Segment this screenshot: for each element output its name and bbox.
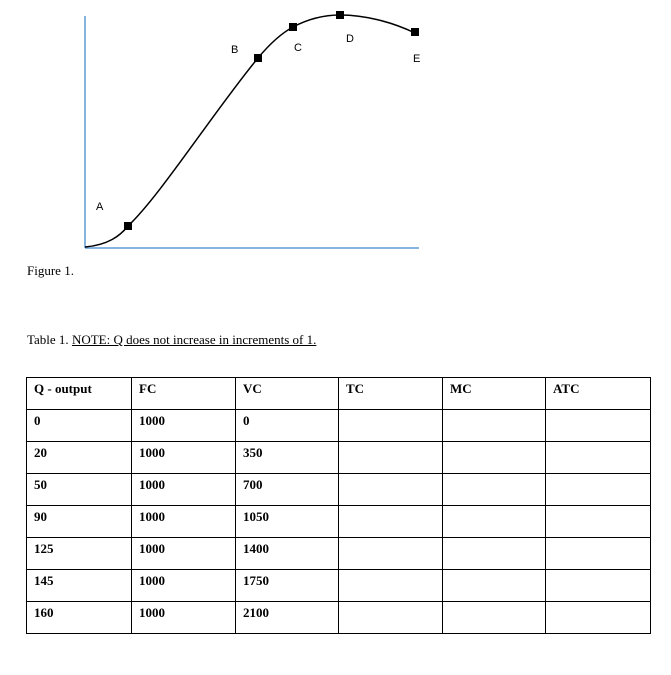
header-fc: FC xyxy=(132,378,236,410)
cell-vc: 700 xyxy=(236,474,339,506)
cell-vc: 1050 xyxy=(236,506,339,538)
cell-fc: 1000 xyxy=(132,442,236,474)
table-row xyxy=(27,602,651,634)
cell-fc: 1000 xyxy=(132,474,236,506)
cell-q: 20 xyxy=(27,442,132,474)
table-caption-prefix: Table 1. xyxy=(27,332,69,347)
table-row xyxy=(27,442,651,474)
point-b-label: B xyxy=(231,44,239,56)
cell-fc: 1000 xyxy=(132,538,236,570)
cell-q: 90 xyxy=(27,506,132,538)
cell-q: 160 xyxy=(27,602,132,634)
total-product-figure xyxy=(0,0,671,260)
cell-vc: 2100 xyxy=(236,602,339,634)
cell-q: 50 xyxy=(27,474,132,506)
cell-atc[interactable] xyxy=(546,474,651,506)
header-tc: TC xyxy=(339,378,443,410)
point-a xyxy=(96,201,132,230)
point-d-marker xyxy=(336,11,344,19)
table-caption-note: NOTE: Q does not increase in increments of 1. xyxy=(71,332,317,347)
table-row xyxy=(27,410,651,442)
cell-vc: 1750 xyxy=(236,570,339,602)
point-c-marker xyxy=(289,23,297,31)
cell-vc: 0 xyxy=(236,410,339,442)
table-header-row xyxy=(27,378,651,410)
cell-fc: 1000 xyxy=(132,410,236,442)
cell-tc[interactable] xyxy=(339,410,443,442)
header-vc: VC xyxy=(236,378,339,410)
cell-fc: 1000 xyxy=(132,602,236,634)
total-product-curve xyxy=(85,15,415,247)
table-row xyxy=(27,506,651,538)
point-c-label: C xyxy=(294,42,302,54)
table-row xyxy=(27,474,651,506)
cell-vc: 1400 xyxy=(236,538,339,570)
cell-q: 0 xyxy=(27,410,132,442)
point-b xyxy=(231,44,262,62)
cell-fc: 1000 xyxy=(132,506,236,538)
cell-vc: 350 xyxy=(236,442,339,474)
cell-tc[interactable] xyxy=(339,506,443,538)
cell-fc: 1000 xyxy=(132,570,236,602)
cell-atc[interactable] xyxy=(546,538,651,570)
cell-mc[interactable] xyxy=(443,442,546,474)
point-a-label: A xyxy=(96,201,104,213)
figure-caption: Figure 1. xyxy=(27,263,74,278)
cell-atc[interactable] xyxy=(546,602,651,634)
cost-table xyxy=(26,377,651,634)
cell-q: 145 xyxy=(27,570,132,602)
cell-mc[interactable] xyxy=(443,474,546,506)
header-mc: MC xyxy=(443,378,546,410)
header-atc: ATC xyxy=(546,378,651,410)
point-d-label: D xyxy=(346,33,354,45)
point-b-marker xyxy=(254,54,262,62)
cell-mc[interactable] xyxy=(443,410,546,442)
cell-q: 125 xyxy=(27,538,132,570)
cell-atc[interactable] xyxy=(546,506,651,538)
cell-mc[interactable] xyxy=(443,538,546,570)
cell-atc[interactable] xyxy=(546,410,651,442)
header-q-output: Q - output xyxy=(27,378,132,410)
cell-atc[interactable] xyxy=(546,442,651,474)
point-e xyxy=(411,28,420,65)
cell-tc[interactable] xyxy=(339,570,443,602)
cell-tc[interactable] xyxy=(339,442,443,474)
table-caption xyxy=(27,332,316,348)
table-row xyxy=(27,570,651,602)
point-a-marker xyxy=(124,222,132,230)
point-c xyxy=(289,23,302,54)
cell-atc[interactable] xyxy=(546,570,651,602)
cell-tc[interactable] xyxy=(339,602,443,634)
cell-tc[interactable] xyxy=(339,538,443,570)
point-e-label: E xyxy=(413,53,421,65)
cell-mc[interactable] xyxy=(443,570,546,602)
cell-tc[interactable] xyxy=(339,474,443,506)
point-e-marker xyxy=(411,28,419,36)
cell-mc[interactable] xyxy=(443,506,546,538)
cell-mc[interactable] xyxy=(443,602,546,634)
table-row xyxy=(27,538,651,570)
